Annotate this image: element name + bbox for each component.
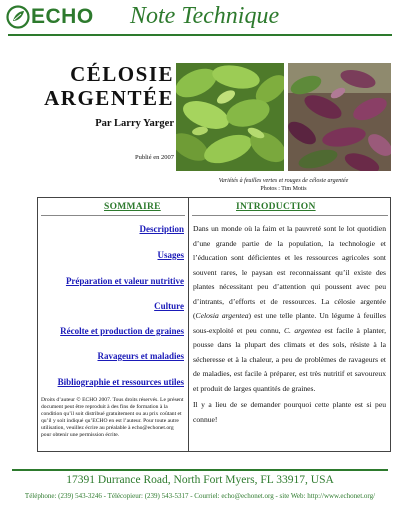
author: Par Larry Yarger bbox=[95, 118, 174, 129]
intro-text-part-1: Dans un monde où la faim et la pauvreté sont le lot quotidien d’une grande partie de la population, la technologie et l’éducation sont déficientes et les ressources agricoles sont souvent rares, le paysan est reconnaissant qu’il existe des plantes nécessitant peu d’attention qui poussent avec peu d’intrants, d’efforts et de ressources. La célosie argentée ( bbox=[193, 224, 386, 320]
photo-credit: Photos : Tim Motis bbox=[260, 186, 307, 192]
header-divider bbox=[8, 34, 392, 36]
introduction-paragraph-2: Il y a lieu de se demander pourquoi cette plante est si peu connue! bbox=[193, 400, 386, 424]
document-title-line1: CÉLOSIE bbox=[70, 62, 174, 86]
echo-logo bbox=[6, 4, 94, 30]
content-table bbox=[37, 197, 391, 452]
introduction-paragraph-1 bbox=[193, 222, 386, 396]
introduction-heading-rule bbox=[192, 215, 388, 216]
footer-divider bbox=[12, 469, 388, 471]
summary-heading-rule bbox=[41, 215, 185, 216]
toc-link-bibliography[interactable]: Bibliographie et ressources utiles bbox=[57, 377, 184, 387]
photo-caption bbox=[176, 177, 391, 193]
introduction-text bbox=[193, 222, 386, 427]
toc-link-pests[interactable]: Ravageurs et maladies bbox=[97, 351, 184, 361]
summary-heading: SOMMAIRE bbox=[104, 202, 161, 212]
publication-date: Publié en 2007 bbox=[135, 154, 174, 161]
intro-text-part-3: est facile à planter, pousse dans la plupart des climats et des sols, résiste à la sécheresse et à la chaleur, a peu de problèmes de ravageurs et de maladies, est facile à préparer, est très nutritif et savoureux et produit de larges quantités de graines. bbox=[193, 325, 386, 393]
document-title-line2: ARGENTÉE bbox=[44, 86, 174, 110]
intro-text-part-2: ) est une telle plante. Un légume à feuilles sous-exploité et peu connu, bbox=[193, 311, 386, 335]
footer-address: 17391 Durrance Road, North Fort Myers, FL 33917, USA bbox=[66, 474, 334, 486]
copyright-notice: Droits d’auteur © ECHO 2007. Tous droits réservés. Le présent document peut être reproduit à des fins de formation à la condition qu’il soit distribué gratuitement ou au prix coûtant et qu’il y soit indiqué qu’ECHO en est l’auteur. Pour toute autre utilisation, veuillez écrire au préalable à echo@echonet.org pour obtenir une permission écrite. bbox=[41, 397, 184, 438]
logo-text: ECHO bbox=[31, 5, 94, 28]
green-celosia-photo bbox=[176, 63, 284, 171]
footer-contact: Téléphone: (239) 543-3246 - Télécopieur: (239) 543-5317 - Courriel: echo@echonet.org - site Web: http://www.echonet.org/ bbox=[24, 492, 376, 500]
leaf-globe-icon bbox=[6, 5, 30, 29]
red-celosia-photo bbox=[288, 63, 391, 171]
toc-link-usages[interactable]: Usages bbox=[157, 250, 184, 260]
toc-link-preparation[interactable]: Préparation et valeur nutritive bbox=[65, 276, 184, 286]
toc-link-harvest[interactable]: Récolte et production de graines bbox=[60, 326, 184, 336]
column-divider bbox=[188, 198, 189, 451]
photo-caption-text: Variétés à feuilles vertes et rouges de célosie argentée bbox=[218, 178, 349, 184]
species-name: Celosia argentea bbox=[195, 311, 249, 320]
toc-link-culture[interactable]: Culture bbox=[154, 301, 184, 311]
species-name-short: C. argentea bbox=[283, 325, 322, 335]
toc-link-description[interactable]: Description bbox=[139, 224, 184, 234]
header-title: Note Technique bbox=[130, 3, 280, 29]
introduction-heading: INTRODUCTION bbox=[236, 202, 316, 212]
